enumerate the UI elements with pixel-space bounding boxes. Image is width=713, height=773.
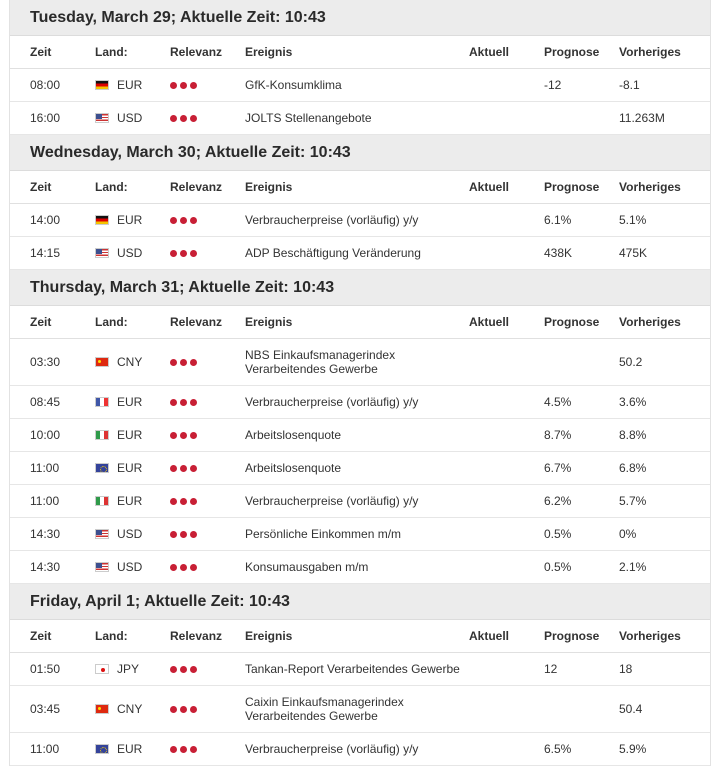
column-header-ereignis: Ereignis bbox=[245, 180, 293, 194]
relevance-indicator bbox=[170, 399, 245, 406]
event-time: 11:00 bbox=[30, 461, 60, 475]
relevance-dot-icon bbox=[170, 746, 177, 753]
relevance-dot-icon bbox=[180, 465, 187, 472]
column-header-prognose: Prognose bbox=[544, 45, 600, 59]
event-forecast: 0.5% bbox=[544, 527, 572, 541]
event-country bbox=[95, 213, 170, 227]
relevance-dot-icon bbox=[190, 432, 197, 439]
event-currency: EUR bbox=[117, 494, 143, 508]
column-header-row bbox=[10, 306, 710, 339]
relevance-dot-icon bbox=[170, 706, 177, 713]
relevance-indicator bbox=[170, 746, 245, 753]
column-header-relevanz: Relevanz bbox=[170, 629, 223, 643]
column-header-row bbox=[10, 171, 710, 204]
relevance-dot-icon bbox=[190, 666, 197, 673]
relevance-dot-icon bbox=[180, 706, 187, 713]
event-time: 14:15 bbox=[30, 246, 61, 260]
event-row[interactable] bbox=[10, 733, 710, 766]
event-name[interactable]: NBS Einkaufsmanagerindex Verarbeitendes Gewerbe bbox=[245, 348, 396, 376]
relevance-dot-icon bbox=[180, 432, 187, 439]
column-header-land: Land: bbox=[95, 629, 128, 643]
event-name[interactable]: GfK-Konsumklima bbox=[245, 78, 342, 92]
event-time: 03:45 bbox=[30, 702, 61, 716]
relevance-dot-icon bbox=[190, 746, 197, 753]
relevance-dot-icon bbox=[170, 82, 177, 89]
column-header-aktuell: Aktuell bbox=[469, 180, 510, 194]
relevance-dot-icon bbox=[180, 217, 187, 224]
relevance-dot-icon bbox=[180, 250, 187, 257]
economic-calendar bbox=[9, 0, 711, 766]
event-name[interactable]: Verbraucherpreise (vorläufig) y/y bbox=[245, 494, 419, 508]
event-time: 01:50 bbox=[30, 662, 61, 676]
column-header-row bbox=[10, 620, 710, 653]
day-header: Tuesday, March 29; Aktuelle Zeit: 10:43 bbox=[10, 0, 710, 36]
relevance-dot-icon bbox=[170, 564, 177, 571]
de-flag-icon bbox=[95, 215, 109, 225]
event-currency: EUR bbox=[117, 78, 143, 92]
event-time: 14:00 bbox=[30, 213, 61, 227]
column-header-ereignis: Ereignis bbox=[245, 629, 293, 643]
event-name[interactable]: Verbraucherpreise (vorläufig) y/y bbox=[245, 395, 419, 409]
column-header-aktuell: Aktuell bbox=[469, 45, 510, 59]
column-header-land: Land: bbox=[95, 315, 128, 329]
column-header-relevanz: Relevanz bbox=[170, 45, 223, 59]
event-previous: 0% bbox=[619, 527, 637, 541]
event-name[interactable]: JOLTS Stellenangebote bbox=[245, 111, 372, 125]
relevance-dot-icon bbox=[190, 217, 197, 224]
relevance-dot-icon bbox=[170, 666, 177, 673]
relevance-indicator bbox=[170, 115, 245, 122]
event-currency: EUR bbox=[117, 742, 143, 756]
day-header: Wednesday, March 30; Aktuelle Zeit: 10:43 bbox=[10, 135, 710, 171]
column-header-land: Land: bbox=[95, 45, 128, 59]
de-flag-icon bbox=[95, 80, 109, 90]
column-header-zeit: Zeit bbox=[30, 315, 52, 329]
event-country bbox=[95, 662, 170, 676]
event-currency: USD bbox=[117, 246, 143, 260]
relevance-dot-icon bbox=[170, 531, 177, 538]
event-row[interactable] bbox=[10, 551, 710, 584]
it-flag-icon bbox=[95, 496, 109, 506]
relevance-dot-icon bbox=[190, 115, 197, 122]
relevance-dot-icon bbox=[170, 359, 177, 366]
event-name[interactable]: Persönliche Einkommen m/m bbox=[245, 527, 402, 541]
relevance-dot-icon bbox=[180, 399, 187, 406]
column-header-relevanz: Relevanz bbox=[170, 180, 223, 194]
column-header-land: Land: bbox=[95, 180, 128, 194]
event-time: 14:30 bbox=[30, 527, 61, 541]
event-forecast: 6.5% bbox=[544, 742, 572, 756]
cn-flag-icon bbox=[95, 704, 109, 714]
eu-flag-icon bbox=[95, 463, 109, 473]
relevance-dot-icon bbox=[180, 115, 187, 122]
event-name[interactable]: Verbraucherpreise (vorläufig) y/y bbox=[245, 742, 419, 756]
relevance-dot-icon bbox=[190, 564, 197, 571]
event-row[interactable] bbox=[10, 204, 710, 237]
column-header-vorheriges: Vorheriges bbox=[619, 629, 681, 643]
event-country bbox=[95, 428, 170, 442]
event-row[interactable] bbox=[10, 237, 710, 270]
event-country bbox=[95, 78, 170, 92]
relevance-dot-icon bbox=[170, 498, 177, 505]
event-forecast: 0.5% bbox=[544, 560, 572, 574]
relevance-dot-icon bbox=[190, 82, 197, 89]
event-previous: 11.263M bbox=[619, 111, 665, 125]
day-header: Friday, April 1; Aktuelle Zeit: 10:43 bbox=[10, 584, 710, 620]
event-time: 14:30 bbox=[30, 560, 61, 574]
event-previous: 50.4 bbox=[619, 702, 643, 716]
relevance-dot-icon bbox=[170, 250, 177, 257]
event-name[interactable]: ADP Beschäftigung Veränderung bbox=[245, 246, 421, 260]
column-header-ereignis: Ereignis bbox=[245, 315, 293, 329]
column-header-prognose: Prognose bbox=[544, 629, 600, 643]
event-forecast: 6.7% bbox=[544, 461, 572, 475]
relevance-dot-icon bbox=[170, 115, 177, 122]
relevance-dot-icon bbox=[190, 359, 197, 366]
day-header: Thursday, March 31; Aktuelle Zeit: 10:43 bbox=[10, 270, 710, 306]
relevance-indicator bbox=[170, 217, 245, 224]
event-previous: 5.9% bbox=[619, 742, 647, 756]
column-header-aktuell: Aktuell bbox=[469, 629, 510, 643]
eu-flag-icon bbox=[95, 744, 109, 754]
relevance-indicator bbox=[170, 359, 245, 366]
relevance-dot-icon bbox=[190, 531, 197, 538]
relevance-indicator bbox=[170, 706, 245, 713]
event-country bbox=[95, 395, 170, 409]
event-currency: USD bbox=[117, 111, 143, 125]
event-row[interactable] bbox=[10, 518, 710, 551]
event-row[interactable] bbox=[10, 686, 710, 733]
relevance-indicator bbox=[170, 465, 245, 472]
event-forecast: -12 bbox=[544, 78, 562, 92]
event-name[interactable]: Caixin Einkaufsmanagerindex Verarbeitendes Gewerbe bbox=[245, 695, 404, 723]
relevance-dot-icon bbox=[170, 399, 177, 406]
event-row[interactable] bbox=[10, 485, 710, 518]
event-name[interactable]: Arbeitslosenquote bbox=[245, 428, 342, 442]
event-row[interactable] bbox=[10, 653, 710, 686]
event-previous: 5.1% bbox=[619, 213, 647, 227]
us-flag-icon bbox=[95, 248, 109, 258]
relevance-indicator bbox=[170, 82, 245, 89]
relevance-dot-icon bbox=[180, 746, 187, 753]
event-forecast: 438K bbox=[544, 246, 573, 260]
column-header-ereignis: Ereignis bbox=[245, 45, 293, 59]
column-header-zeit: Zeit bbox=[30, 180, 52, 194]
event-country bbox=[95, 742, 170, 756]
event-time: 11:00 bbox=[30, 742, 60, 756]
event-country bbox=[95, 246, 170, 260]
event-row[interactable] bbox=[10, 419, 710, 452]
column-header-aktuell: Aktuell bbox=[469, 315, 510, 329]
event-time: 16:00 bbox=[30, 111, 61, 125]
relevance-indicator bbox=[170, 498, 245, 505]
event-forecast: 4.5% bbox=[544, 395, 572, 409]
event-currency: EUR bbox=[117, 395, 143, 409]
relevance-indicator bbox=[170, 564, 245, 571]
column-header-zeit: Zeit bbox=[30, 629, 52, 643]
fr-flag-icon bbox=[95, 397, 109, 407]
event-previous: -8.1 bbox=[619, 78, 640, 92]
us-flag-icon bbox=[95, 562, 109, 572]
event-country bbox=[95, 355, 170, 369]
event-name[interactable]: Arbeitslosenquote bbox=[245, 461, 342, 475]
event-previous: 475K bbox=[619, 246, 648, 260]
event-currency: USD bbox=[117, 527, 143, 541]
event-forecast: 12 bbox=[544, 662, 558, 676]
event-time: 10:00 bbox=[30, 428, 61, 442]
it-flag-icon bbox=[95, 430, 109, 440]
event-name[interactable]: Tankan-Report Verarbeitendes Gewerbe bbox=[245, 662, 460, 676]
event-currency: CNY bbox=[117, 702, 143, 716]
relevance-dot-icon bbox=[190, 399, 197, 406]
event-row[interactable] bbox=[10, 339, 710, 386]
relevance-dot-icon bbox=[170, 432, 177, 439]
relevance-indicator bbox=[170, 666, 245, 673]
column-header-relevanz: Relevanz bbox=[170, 315, 223, 329]
relevance-dot-icon bbox=[190, 498, 197, 505]
event-previous: 50.2 bbox=[619, 355, 643, 369]
event-previous: 2.1% bbox=[619, 560, 647, 574]
event-forecast: 8.7% bbox=[544, 428, 572, 442]
event-currency: USD bbox=[117, 560, 143, 574]
relevance-dot-icon bbox=[180, 564, 187, 571]
column-header-vorheriges: Vorheriges bbox=[619, 315, 681, 329]
column-header-prognose: Prognose bbox=[544, 315, 600, 329]
event-row[interactable] bbox=[10, 386, 710, 419]
relevance-indicator bbox=[170, 531, 245, 538]
event-name[interactable]: Verbraucherpreise (vorläufig) y/y bbox=[245, 213, 419, 227]
event-forecast: 6.1% bbox=[544, 213, 572, 227]
event-previous: 3.6% bbox=[619, 395, 647, 409]
relevance-dot-icon bbox=[190, 706, 197, 713]
event-time: 11:00 bbox=[30, 494, 60, 508]
event-currency: EUR bbox=[117, 213, 143, 227]
relevance-dot-icon bbox=[180, 82, 187, 89]
event-country bbox=[95, 111, 170, 125]
event-row[interactable] bbox=[10, 452, 710, 485]
relevance-indicator bbox=[170, 432, 245, 439]
event-time: 03:30 bbox=[30, 355, 61, 369]
us-flag-icon bbox=[95, 113, 109, 123]
event-country bbox=[95, 527, 170, 541]
event-currency: JPY bbox=[117, 662, 140, 676]
relevance-dot-icon bbox=[170, 217, 177, 224]
us-flag-icon bbox=[95, 529, 109, 539]
event-previous: 8.8% bbox=[619, 428, 647, 442]
event-time: 08:00 bbox=[30, 78, 61, 92]
column-header-prognose: Prognose bbox=[544, 180, 600, 194]
column-header-vorheriges: Vorheriges bbox=[619, 180, 681, 194]
event-name[interactable]: Konsumausgaben m/m bbox=[245, 560, 369, 574]
event-previous: 18 bbox=[619, 662, 633, 676]
relevance-dot-icon bbox=[190, 465, 197, 472]
event-currency: CNY bbox=[117, 355, 143, 369]
relevance-dot-icon bbox=[170, 465, 177, 472]
event-country bbox=[95, 494, 170, 508]
event-forecast: 6.2% bbox=[544, 494, 572, 508]
relevance-dot-icon bbox=[180, 359, 187, 366]
jp-flag-icon bbox=[95, 664, 109, 674]
column-header-row bbox=[10, 36, 710, 69]
relevance-indicator bbox=[170, 250, 245, 257]
event-country bbox=[95, 560, 170, 574]
relevance-dot-icon bbox=[180, 666, 187, 673]
event-currency: EUR bbox=[117, 461, 143, 475]
event-row[interactable] bbox=[10, 102, 710, 135]
relevance-dot-icon bbox=[190, 250, 197, 257]
event-previous: 6.8% bbox=[619, 461, 647, 475]
event-previous: 5.7% bbox=[619, 494, 647, 508]
relevance-dot-icon bbox=[180, 498, 187, 505]
column-header-zeit: Zeit bbox=[30, 45, 52, 59]
event-country bbox=[95, 702, 170, 716]
relevance-dot-icon bbox=[180, 531, 187, 538]
column-header-vorheriges: Vorheriges bbox=[619, 45, 681, 59]
event-row[interactable] bbox=[10, 69, 710, 102]
event-currency: EUR bbox=[117, 428, 143, 442]
cn-flag-icon bbox=[95, 357, 109, 367]
event-country bbox=[95, 461, 170, 475]
event-time: 08:45 bbox=[30, 395, 61, 409]
